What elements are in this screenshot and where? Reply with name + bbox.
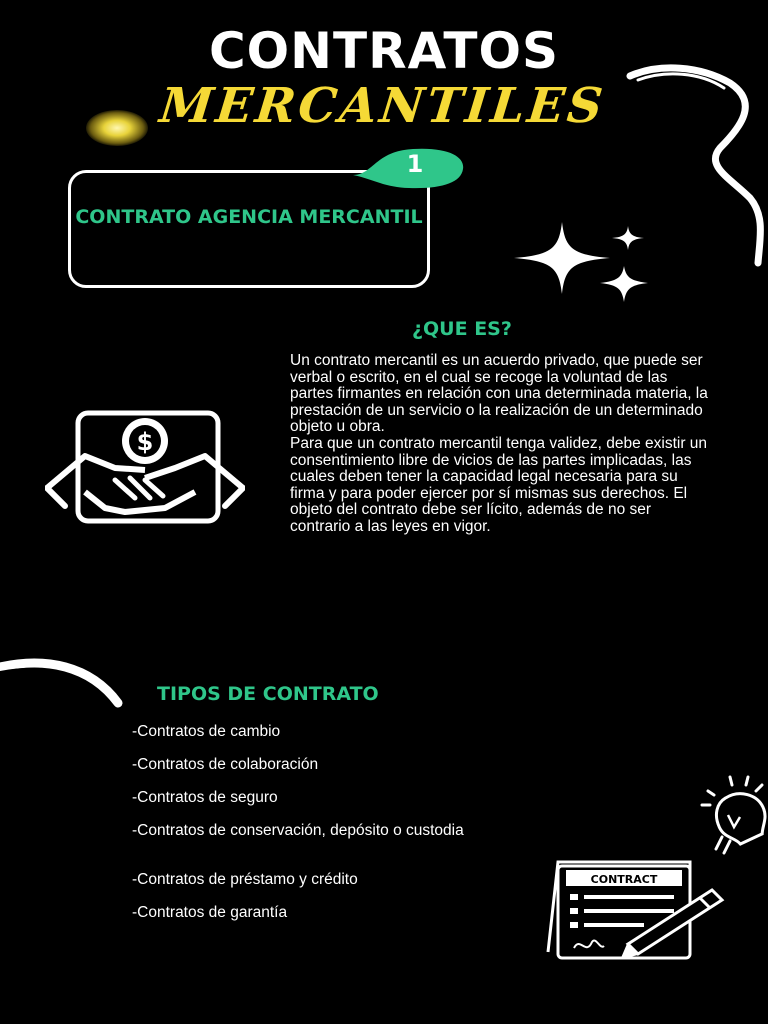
description-text: [290, 353, 710, 536]
contract-icon-label: CONTRACT: [590, 873, 658, 886]
section-title: CONTRATO AGENCIA MERCANTIL: [75, 206, 423, 228]
page-subtitle: MERCANTILES: [157, 78, 609, 134]
page-title: CONTRATOS: [208, 22, 560, 80]
svg-text:$: $: [136, 428, 154, 456]
tipo-item: -Contratos de colaboración: [132, 756, 319, 773]
arc-decoration: [0, 655, 125, 710]
handshake-money-icon: [45, 408, 245, 526]
lightbulb-icon: [700, 775, 768, 855]
description-paragraph-2: Para que un contrato mercantil tenga validez, debe existir un consentimiento libre de vicios de las partes implicadas, las cuales deben tener la capacidad legal necesaria para su firma y para poder ejercer por sí mismas sus derechos. El objeto del contrato debe ser lícito, además de no ser contrario a las leyes en vigor.: [290, 434, 708, 535]
glow-light-decoration: [86, 110, 148, 146]
tipo-item: -Contratos de conservación, depósito o custodia: [132, 822, 464, 839]
sparkle-stars-icon: [510, 222, 650, 306]
tipo-item: -Contratos de préstamo y crédito: [132, 871, 358, 888]
tipo-item: -Contratos de cambio: [132, 723, 281, 740]
section-number: 1: [406, 150, 424, 178]
tipos-heading: TIPOS DE CONTRATO: [157, 683, 379, 705]
description-paragraph-1: Un contrato mercantil es un acuerdo privado, que puede ser verbal o escrito, en el cual se recoge la voluntad de las partes firmantes en relación con una determinada materia, la prestación de un servicio o la realización de un determinado objeto u obra.: [290, 352, 708, 436]
tipo-item: -Contratos de garantía: [132, 904, 288, 921]
que-es-heading: ¿QUE ES?: [412, 318, 512, 340]
contract-document-icon: [540, 860, 730, 960]
tipo-item: -Contratos de seguro: [132, 789, 278, 806]
